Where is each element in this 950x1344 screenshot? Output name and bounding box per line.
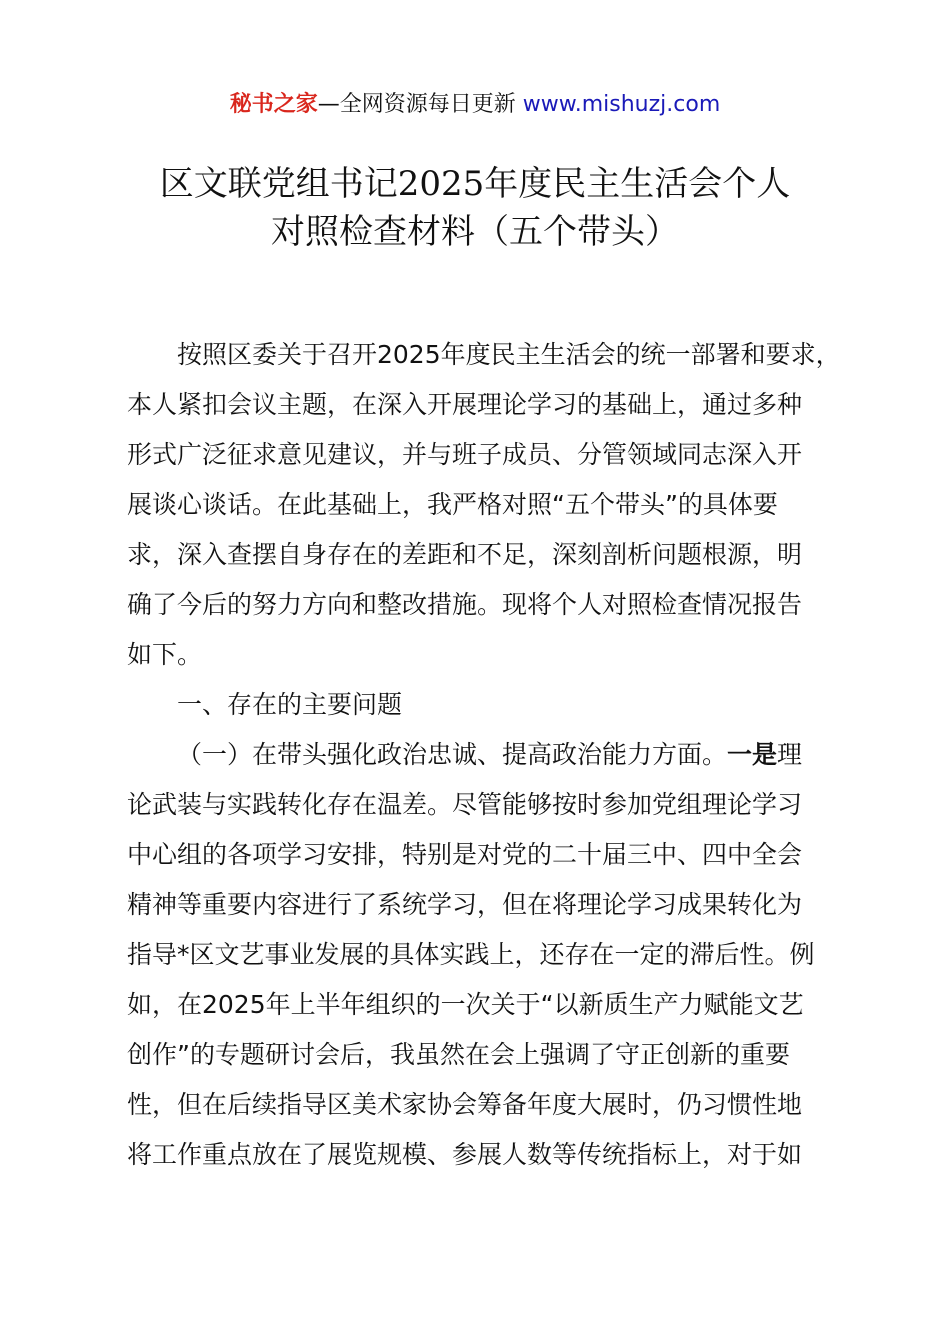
document-title (0, 160, 950, 256)
site-url-link[interactable]: www.mishuzj.com (522, 92, 721, 117)
document-body (127, 330, 841, 1180)
subsection-prefix: （一）在带头强化政治忠诚、提高政治能力方面。 (177, 740, 728, 769)
paragraph-line: 确了今后的努力方向和整改措施。现将个人对照检查情况报告 (127, 590, 803, 619)
paragraph-line: 如下。 (127, 640, 203, 669)
paragraph-line: 指导*区文艺事业发展的具体实践上，还存在一定的滞后性。例 (127, 940, 815, 969)
paragraph-line: 创作”的专题研讨会后，我虽然在会上强调了守正创新的重要 (127, 1040, 790, 1069)
site-brand: 秘书之家 (229, 92, 318, 117)
paragraph-line: 本人紧扣会议主题，在深入开展理论学习的基础上，通过多种 (127, 390, 803, 419)
section-heading: 一、存在的主要问题 (177, 690, 403, 719)
paragraph-line: 按照区委关于召开2025年度民主生活会的统一部署和要求， (177, 340, 841, 369)
paragraph-line: 求，深入查摆自身存在的差距和不足，深刻剖析问题根源，明 (127, 540, 803, 569)
paragraph-line: 论武装与实践转化存在温差。尽管能够按时参加党组理论学习 (127, 790, 803, 819)
paragraph-line: 将工作重点放在了展览规模、参展人数等传统指标上，对于如 (127, 1140, 803, 1169)
subsection-heading-line (127, 730, 837, 780)
subsection-bold-marker: 一是 (727, 740, 778, 769)
site-tagline: —全网资源每日更新 (317, 92, 516, 117)
site-header (0, 88, 950, 122)
title-line-2: 对照检查材料（五个带头） (271, 212, 679, 252)
paragraph-line: 精神等重要内容进行了系统学习，但在将理论学习成果转化为 (127, 890, 803, 919)
paragraph-line: 展谈心谈话。在此基础上，我严格对照“五个带头”的具体要 (127, 490, 778, 519)
subsection-first-tail: 理 (777, 740, 803, 769)
title-line-1: 区文联党组书记2025年度民主生活会个人 (159, 164, 791, 204)
paragraph-line: 形式广泛征求意见建议，并与班子成员、分管领域同志深入开 (127, 440, 803, 469)
paragraph-line: 性，但在后续指导区美术家协会筹备年度大展时，仍习惯性地 (127, 1090, 803, 1119)
paragraph-line: 中心组的各项学习安排，特别是对党的二十届三中、四中全会 (127, 840, 803, 869)
paragraph-line: 如，在2025年上半年组织的一次关于“以新质生产力赋能文艺 (127, 990, 804, 1019)
